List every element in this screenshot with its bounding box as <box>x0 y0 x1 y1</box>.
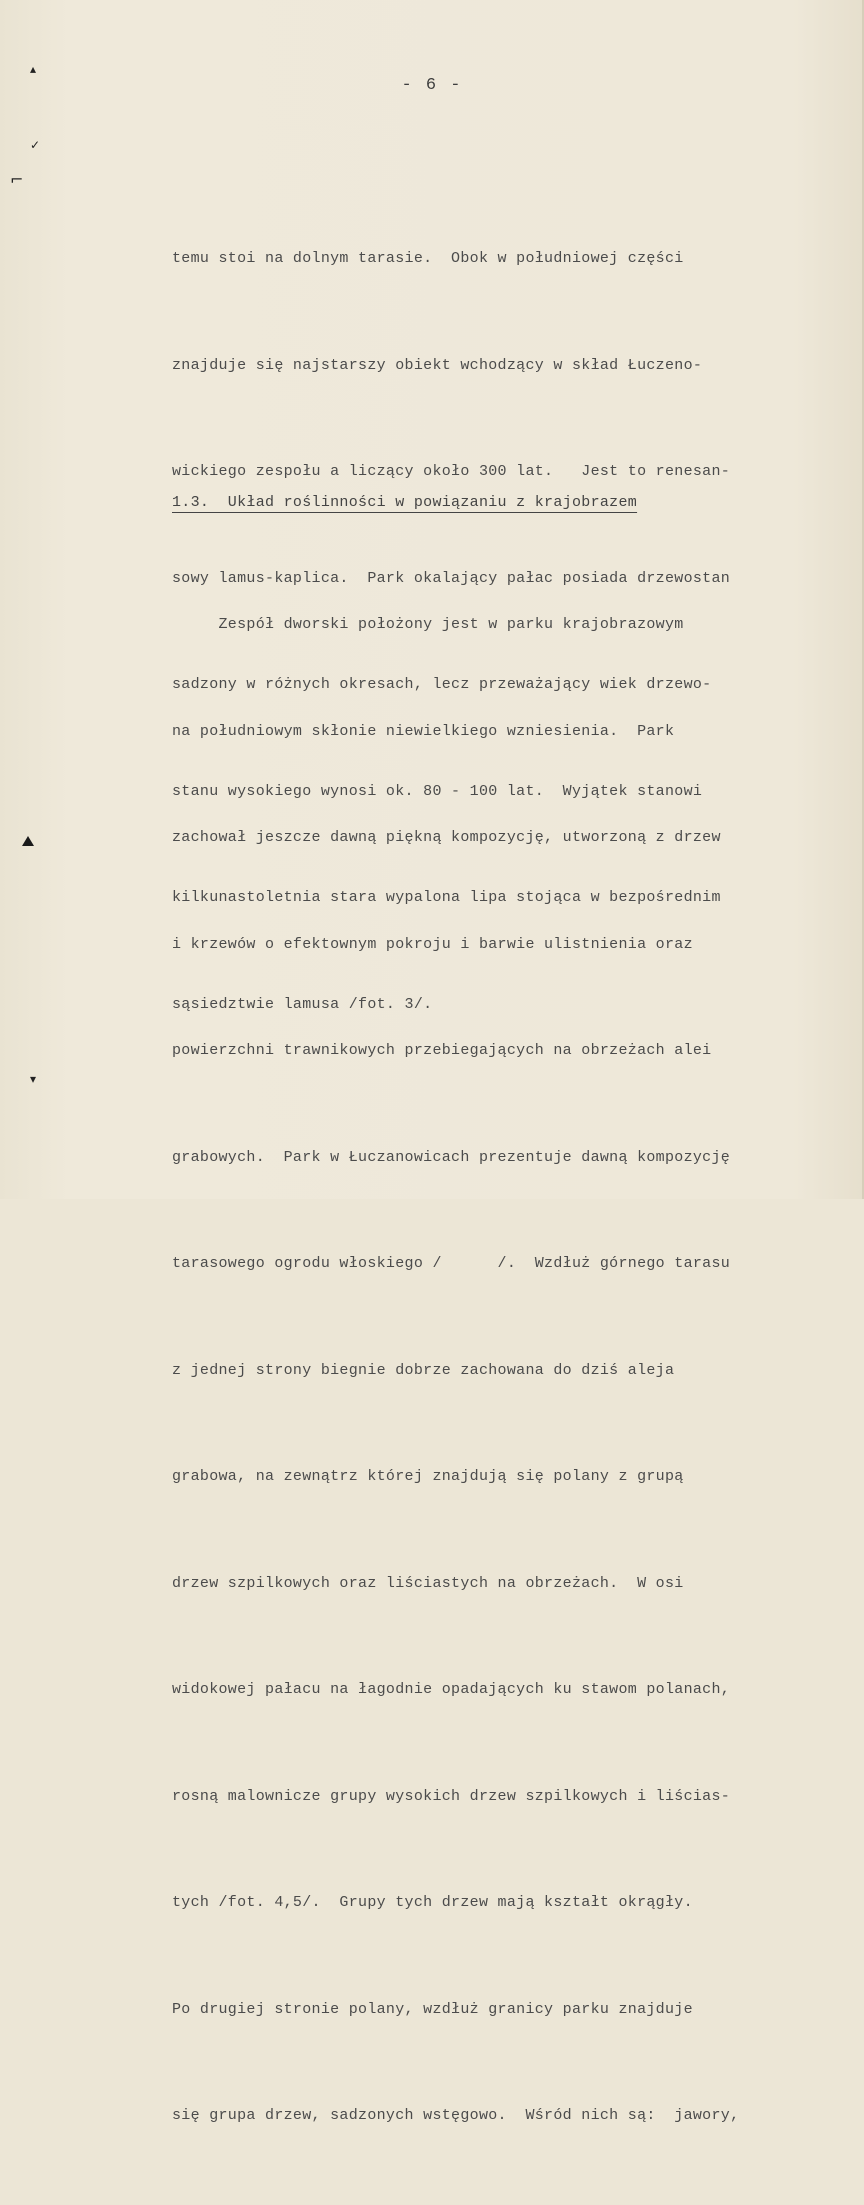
binder-mark-dash: ⌐ <box>10 170 24 189</box>
binder-mark-tick: ✓ <box>30 138 41 152</box>
text-line: widokowej pałacu na łagodnie opadających ku stawom polanach, <box>172 1681 731 1698</box>
paragraph-2 <box>172 536 832 2205</box>
text-line: grabowych. Park w Łuczanowicach prezentuje dawną kompozycję <box>172 1148 731 1166</box>
text-line: stanu wysokiego wynosi ok. 80 - 100 lat. Wyjątek stanowi <box>172 782 703 800</box>
text-line: Zespół dworski położony jest w parku krajobrazowym <box>172 616 684 633</box>
page-number: - 6 - <box>401 76 463 95</box>
text-line: z jednej strony biegnie dobrze zachowana do dziś aleja <box>172 1361 675 1379</box>
text-line: kilkunastoletnia stara wypalona lipa stojąca w bezpośrednim <box>172 889 721 906</box>
text-line: temu stoi na dolnym tarasie. Obok w południowej części <box>172 250 684 267</box>
text-line: Po drugiej stronie polany, wzdłuż granicy parku znajduje <box>172 2000 693 2018</box>
text-line: sąsiedztwie lamusa /fot. 3/. <box>172 995 433 1013</box>
binder-mark-dot: ▴ <box>30 62 37 76</box>
text-line: drzew szpilkowych oraz liściastych na obrzeżach. W osi <box>172 1574 684 1592</box>
text-line: się grupa drzew, sadzonych wstęgowo. Wśród nich są: jawory, <box>172 2107 740 2124</box>
section-heading: 1.3. Układ roślinności w powiązaniu z krajobrazem <box>172 494 638 511</box>
text-line: grabowa, na zewnątrz której znajdują się polany z grupą <box>172 1468 684 1485</box>
text-line: tych /fot. 4,5/. Grupy tych drzew mają kształt okrągły. <box>172 1894 693 1911</box>
text-line: na południowym skłonie niewielkiego wzniesienia. Park <box>172 722 675 740</box>
text-line: i krzewów o efektownym pokroju i barwie ulistnienia oraz <box>172 935 693 953</box>
text-line: sowy lamus-kaplica. Park okalający pałac posiada drzewostan <box>172 569 731 587</box>
text-line: wickiego zespołu a liczący około 300 lat. Jest to renesan- <box>172 463 731 480</box>
text-line: rosną malownicze grupy wysokich drzew szpilkowych i liścias- <box>172 1787 731 1805</box>
text-line: zachował jeszcze dawną piękną kompozycję, utworzoną z drzew <box>172 829 721 846</box>
binder-mark-bottom: ▾ <box>30 1072 37 1086</box>
binder-mark-triangle <box>22 836 34 846</box>
text-line: znajduje się najstarszy obiekt wchodzący w skład Łuczeno- <box>172 356 703 374</box>
text-line: sadzony w różnych okresach, lecz przeważający wiek drzewo- <box>172 676 712 693</box>
text-line: powierzchni trawnikowych przebiegających na obrzeżach alei <box>172 1042 712 1059</box>
text-line: tarasowego ogrodu włoskiego / /. Wzdłuż górnego tarasu <box>172 1255 731 1272</box>
